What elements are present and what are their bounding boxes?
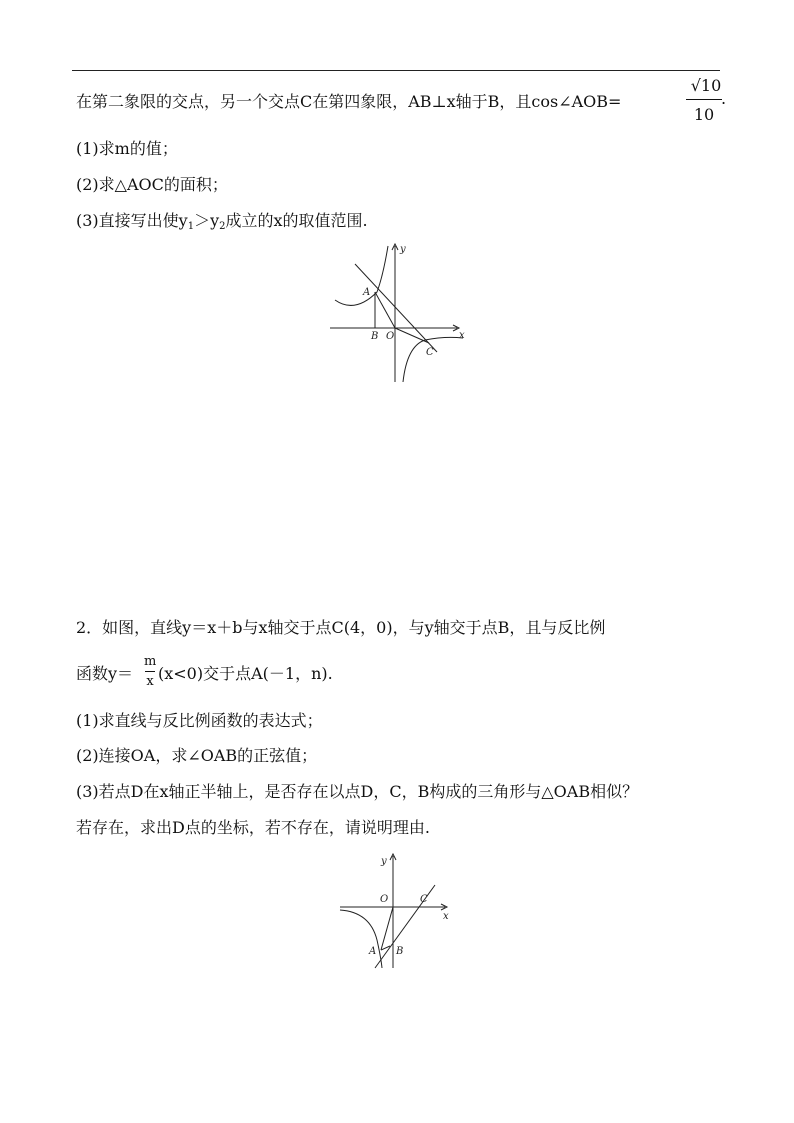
segment-AO [375, 292, 395, 328]
q2-frac-den: x [146, 674, 154, 689]
line-AC [355, 264, 437, 352]
q2-part3-line2: 若存在，求出D点的坐标，若不存在，请说明理由. [76, 818, 430, 837]
label-y: y [400, 244, 406, 255]
q2-part3-line1: (3)若点D在x轴正半轴上，是否存在以点D，C，B构成的三角形与△OAB相似？ [76, 782, 639, 801]
label-A: A [369, 946, 377, 957]
q2-line2-suffix: (x<0)交于点A(－1，n). [158, 664, 333, 683]
q1-intro-text: 在第二象限的交点，另一个交点C在第四象限，AB⊥x轴于B，且cos∠AOB= [76, 92, 622, 111]
label-B: B [371, 331, 379, 342]
label-x: x [459, 330, 465, 341]
cos-fraction-bar [686, 99, 722, 100]
label-x: x [443, 911, 449, 922]
q2-part2: (2)连接OA，求∠OAB的正弦值； [76, 746, 318, 765]
cos-period: . [721, 89, 727, 108]
hyperbola-branch-q2 [335, 246, 388, 305]
label-O: O [386, 331, 395, 342]
label-A: A [363, 287, 371, 298]
label-O: O [380, 894, 389, 905]
q1-intro-line [76, 91, 621, 113]
q2-line2-prefix: 函数y＝ [76, 664, 134, 683]
cos-denominator: 10 [693, 105, 715, 124]
q2-figure [335, 850, 455, 970]
hyperbola-branch-q4 [403, 337, 463, 382]
segment-OC [395, 328, 429, 343]
q2-line1: 2．如图，直线y＝x＋b与x轴交于点C(4，0)，与y轴交于点B，且与反比例 [76, 618, 606, 637]
q2-frac-num: m [144, 654, 157, 669]
label-C: C [420, 894, 428, 905]
hyperbola-branch [340, 910, 382, 968]
q1-part2: (2)求△AOC的面积； [76, 175, 228, 194]
label-C: C [426, 347, 434, 358]
cos-numerator: √10 [690, 76, 722, 95]
header-rule [72, 70, 720, 71]
q1-part3: (3)直接写出使$y_1>y_2$成立的x的取值范围. [76, 211, 368, 232]
segment-OA [381, 907, 393, 950]
q2-part1: (1)求直线与反比例函数的表达式； [76, 711, 323, 730]
label-y: y [381, 856, 387, 867]
q1-part1: (1)求m的值； [76, 139, 178, 158]
q1-figure [325, 240, 475, 390]
q2-frac-bar [145, 671, 155, 672]
label-B: B [396, 946, 404, 957]
